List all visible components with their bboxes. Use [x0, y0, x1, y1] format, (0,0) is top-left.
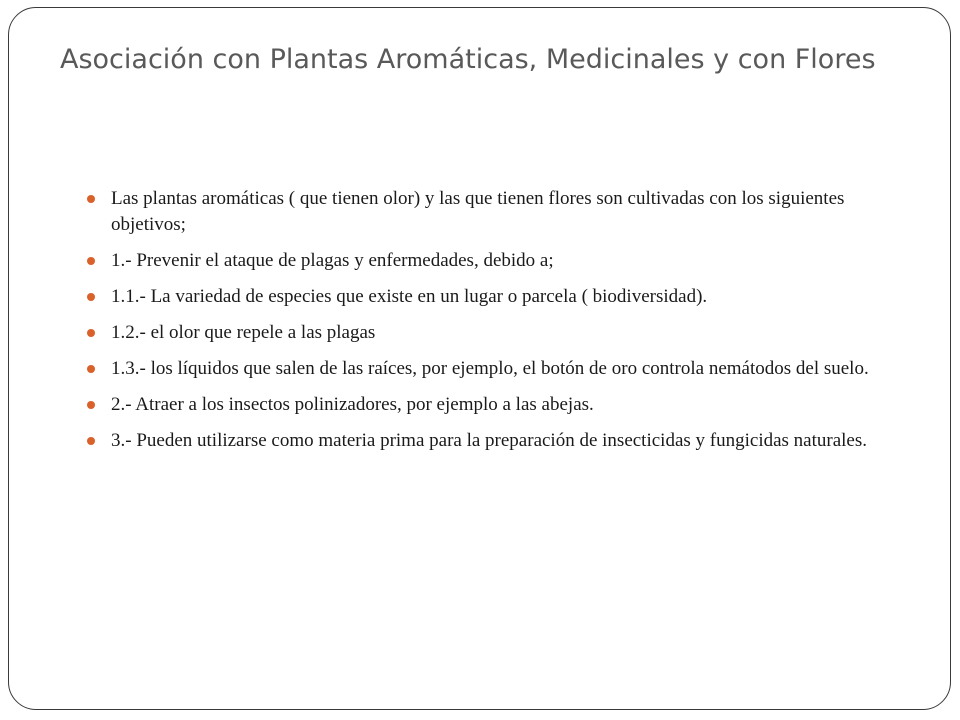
bullet-dot-icon: [87, 401, 95, 409]
bullet-list: [87, 186, 907, 464]
list-item-text: 1.3.- los líquidos que salen de las raíces, por ejemplo, el botón de oro controla nemátodos del suelo.: [111, 358, 869, 379]
list-item: [87, 248, 907, 274]
bullet-dot-icon: [87, 195, 95, 203]
list-item-text: 1.- Prevenir el ataque de plagas y enfermedades, debido a;: [111, 250, 554, 271]
list-item-text: Las plantas aromáticas ( que tienen olor) y las que tienen flores son cultivadas con los siguientes objetivos;: [111, 188, 845, 235]
list-item: [87, 428, 907, 454]
list-item: [87, 284, 907, 310]
list-item: [87, 356, 907, 382]
list-item-text: 2.- Atraer a los insectos polinizadores, por ejemplo a las abejas.: [111, 394, 594, 415]
list-item: [87, 392, 907, 418]
list-item: [87, 186, 907, 238]
bullet-dot-icon: [87, 365, 95, 373]
list-item-text: 1.1.- La variedad de especies que existe en un lugar o parcela ( biodiversidad).: [111, 286, 708, 307]
bullet-dot-icon: [87, 257, 95, 265]
list-item-text: 1.2.- el olor que repele a las plagas: [111, 322, 376, 343]
list-item: [87, 320, 907, 346]
bullet-dot-icon: [87, 437, 95, 445]
bullet-dot-icon: [87, 293, 95, 301]
list-item-text: 3.- Pueden utilizarse como materia prima para la preparación de insecticidas y fungicidas naturales.: [111, 430, 868, 451]
slide-frame: [8, 7, 951, 710]
slide-title: Asociación con Plantas Aromáticas, Medicinales y con Flores: [60, 44, 876, 75]
bullet-dot-icon: [87, 329, 95, 337]
